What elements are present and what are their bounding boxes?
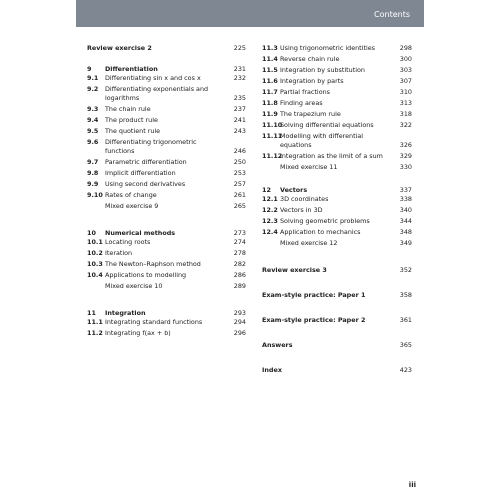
toc-entry-answers[interactable] bbox=[262, 341, 412, 350]
toc-entry-title: Exam-style practice: Paper 2 bbox=[262, 316, 366, 324]
section-number: 12.3 bbox=[262, 217, 278, 225]
mixed-exercise-page: 265 bbox=[233, 202, 246, 210]
section-page: 261 bbox=[233, 191, 246, 199]
section-page: 278 bbox=[233, 249, 246, 257]
section-page: 338 bbox=[399, 195, 412, 203]
section-title: Rates of change bbox=[105, 191, 157, 199]
section-title: The trapezium rule bbox=[280, 110, 341, 118]
toc-mixed-exercise-12[interactable] bbox=[262, 239, 412, 250]
toc-section-9-4[interactable] bbox=[87, 116, 246, 127]
chapter-number: 12 bbox=[262, 186, 271, 194]
chapter-number: 10 bbox=[87, 229, 96, 237]
page-header-title: Contents bbox=[374, 10, 410, 19]
toc-section-11-1[interactable] bbox=[87, 318, 246, 329]
section-title: Integration as the limit of a sum bbox=[280, 152, 383, 160]
section-number: 12.2 bbox=[262, 206, 278, 214]
toc-entry-title: Review exercise 2 bbox=[87, 44, 152, 52]
section-number: 12.1 bbox=[262, 195, 278, 203]
section-page: 232 bbox=[233, 74, 246, 82]
chapter-title: Numerical methods bbox=[105, 229, 176, 237]
section-page: 310 bbox=[399, 88, 412, 96]
chapter-page: 337 bbox=[399, 186, 412, 194]
section-page: 300 bbox=[399, 55, 412, 63]
section-number: 9.1 bbox=[87, 74, 99, 82]
section-page: 348 bbox=[399, 228, 412, 236]
chapter-number: 9 bbox=[87, 65, 92, 73]
toc-section-9-7[interactable] bbox=[87, 158, 246, 169]
chapter-title: Differentiation bbox=[105, 65, 158, 73]
section-title: Iteration bbox=[105, 249, 133, 257]
section-page: 307 bbox=[399, 77, 412, 85]
toc-section-11-6[interactable] bbox=[262, 77, 412, 88]
section-title: Locating roots bbox=[105, 238, 151, 246]
mixed-exercise-title: Mixed exercise 10 bbox=[105, 282, 163, 290]
section-number: 9.5 bbox=[87, 127, 99, 135]
mixed-exercise-title: Mixed exercise 12 bbox=[280, 239, 338, 247]
toc-left-column bbox=[87, 44, 246, 340]
mixed-exercise-page: 349 bbox=[399, 239, 412, 247]
toc-section-11-12[interactable] bbox=[262, 152, 412, 163]
section-title: Solving differential equations bbox=[280, 121, 374, 129]
section-title: The quotient rule bbox=[105, 127, 161, 135]
section-number: 11.3 bbox=[262, 44, 278, 52]
chapter-page: 273 bbox=[233, 229, 246, 237]
toc-section-9-8[interactable] bbox=[87, 169, 246, 180]
toc-section-10-2[interactable] bbox=[87, 249, 246, 260]
section-page: 257 bbox=[233, 180, 246, 188]
section-number: 10.2 bbox=[87, 249, 103, 257]
toc-chapter-10[interactable] bbox=[87, 229, 246, 238]
section-page: 243 bbox=[233, 127, 246, 135]
section-page: 274 bbox=[233, 238, 246, 246]
toc-section-12-2[interactable] bbox=[262, 206, 412, 217]
toc-section-12-4[interactable] bbox=[262, 228, 412, 239]
toc-section-11-8[interactable] bbox=[262, 99, 412, 110]
section-page: 340 bbox=[399, 206, 412, 214]
toc-entry-page: 352 bbox=[399, 266, 412, 274]
section-page: 250 bbox=[233, 158, 246, 166]
section-title: Using second derivatives bbox=[105, 180, 186, 188]
toc-section-11-4[interactable] bbox=[262, 55, 412, 66]
section-title: Integrating standard functions bbox=[105, 318, 203, 326]
toc-entry-exam-paper-2[interactable] bbox=[262, 316, 412, 325]
toc-section-10-4[interactable] bbox=[87, 271, 246, 282]
toc-entry-exam-paper-1[interactable] bbox=[262, 291, 412, 300]
section-title: Solving geometric problems bbox=[280, 217, 370, 225]
mixed-exercise-page: 289 bbox=[233, 282, 246, 290]
toc-section-9-6[interactable] bbox=[87, 138, 246, 158]
toc-section-9-2[interactable] bbox=[87, 85, 246, 105]
section-page: 246 bbox=[233, 147, 246, 155]
section-page: 286 bbox=[233, 271, 246, 279]
section-page: 298 bbox=[399, 44, 412, 52]
section-number: 11.5 bbox=[262, 66, 278, 74]
section-number: 9.3 bbox=[87, 105, 99, 113]
toc-entry-title: Index bbox=[262, 366, 282, 374]
toc-section-12-3[interactable] bbox=[262, 217, 412, 228]
section-number: 11.6 bbox=[262, 77, 278, 85]
section-title: Integration by substitution bbox=[280, 66, 365, 74]
section-title: Partial fractions bbox=[280, 88, 330, 96]
chapter-title: Integration bbox=[105, 309, 146, 317]
toc-entry-title: Answers bbox=[262, 341, 293, 349]
toc-entry-review-2[interactable] bbox=[87, 44, 246, 53]
section-title: Vectors in 3D bbox=[280, 206, 323, 214]
toc-section-9-10[interactable] bbox=[87, 191, 246, 202]
toc-section-12-1[interactable] bbox=[262, 195, 412, 206]
section-number: 9.7 bbox=[87, 158, 99, 166]
toc-section-11-2[interactable] bbox=[87, 329, 246, 340]
toc-entry-review-3[interactable] bbox=[262, 266, 412, 275]
section-number: 10.3 bbox=[87, 260, 103, 268]
chapter-title: Vectors bbox=[280, 186, 308, 194]
chapter-page: 231 bbox=[233, 65, 246, 73]
section-page: 313 bbox=[399, 99, 412, 107]
section-page: 235 bbox=[233, 94, 246, 102]
mixed-exercise-title: Mixed exercise 11 bbox=[280, 163, 338, 171]
toc-section-10-1[interactable] bbox=[87, 238, 246, 249]
section-number: 11.9 bbox=[262, 110, 278, 118]
section-title: The product rule bbox=[105, 116, 158, 124]
toc-mixed-exercise-10[interactable] bbox=[87, 282, 246, 293]
section-title: Differentiating exponentials and logarithms bbox=[105, 85, 209, 102]
toc-section-9-5[interactable] bbox=[87, 127, 246, 138]
section-page: 241 bbox=[233, 116, 246, 124]
section-number: 11.2 bbox=[87, 329, 103, 337]
chapter-number: 11 bbox=[87, 309, 96, 317]
toc-chapter-12[interactable] bbox=[262, 186, 412, 195]
section-page: 318 bbox=[399, 110, 412, 118]
section-title: Integrating f(ax + b) bbox=[105, 329, 171, 337]
toc-entry-page: 225 bbox=[233, 44, 246, 52]
toc-section-11-7[interactable] bbox=[262, 88, 412, 99]
toc-right-column bbox=[262, 44, 412, 375]
toc-chapter-11[interactable] bbox=[87, 309, 246, 318]
toc-section-9-1[interactable] bbox=[87, 74, 246, 85]
section-title: Differentiating trigonometric functions bbox=[105, 138, 197, 155]
section-number: 11.4 bbox=[262, 55, 278, 63]
section-title: The chain rule bbox=[105, 105, 151, 113]
page-number: iii bbox=[408, 481, 416, 489]
section-page: 296 bbox=[233, 329, 246, 337]
section-number: 9.4 bbox=[87, 116, 99, 124]
section-number: 11.10 bbox=[262, 121, 283, 129]
mixed-exercise-page: 330 bbox=[399, 163, 412, 171]
toc-entry-page: 361 bbox=[399, 316, 412, 324]
section-title: Finding areas bbox=[280, 99, 323, 107]
section-page: 329 bbox=[399, 152, 412, 160]
toc-entry-title: Review exercise 3 bbox=[262, 266, 327, 274]
section-page: 344 bbox=[399, 217, 412, 225]
toc-section-10-3[interactable] bbox=[87, 260, 246, 271]
section-page: 303 bbox=[399, 66, 412, 74]
section-number: 10.4 bbox=[87, 271, 103, 279]
section-title: The Newton–Raphson method bbox=[105, 260, 201, 268]
section-number: 11.1 bbox=[87, 318, 103, 326]
section-title: Implicit differentiation bbox=[105, 169, 176, 177]
section-title: Modelling with differential equations bbox=[280, 132, 364, 149]
section-number: 11.12 bbox=[262, 152, 283, 160]
section-title: Using trigonometric identities bbox=[280, 44, 376, 52]
header-band bbox=[76, 0, 424, 27]
toc-section-11-10[interactable] bbox=[262, 121, 412, 132]
toc-section-11-11[interactable] bbox=[262, 132, 412, 152]
toc-section-11-9[interactable] bbox=[262, 110, 412, 121]
section-title: Application to mechanics bbox=[280, 228, 361, 236]
toc-mixed-exercise-9[interactable] bbox=[87, 202, 246, 213]
section-page: 237 bbox=[233, 105, 246, 113]
toc-entry-page: 365 bbox=[399, 341, 412, 349]
section-number: 11.11 bbox=[262, 132, 283, 140]
section-page: 253 bbox=[233, 169, 246, 177]
section-number: 9.8 bbox=[87, 169, 99, 177]
toc-mixed-exercise-11[interactable] bbox=[262, 163, 412, 174]
section-title: Applications to modelling bbox=[105, 271, 187, 279]
section-title: Integration by parts bbox=[280, 77, 344, 85]
section-title: 3D coordinates bbox=[280, 195, 329, 203]
toc-section-9-3[interactable] bbox=[87, 105, 246, 116]
section-number: 9.2 bbox=[87, 85, 99, 93]
section-number: 9.10 bbox=[87, 191, 103, 199]
section-number: 11.8 bbox=[262, 99, 278, 107]
toc-section-11-3[interactable] bbox=[262, 44, 412, 55]
toc-section-11-5[interactable] bbox=[262, 66, 412, 77]
toc-entry-page: 423 bbox=[399, 366, 412, 374]
toc-chapter-9[interactable] bbox=[87, 65, 246, 74]
section-page: 282 bbox=[233, 260, 246, 268]
section-number: 10.1 bbox=[87, 238, 103, 246]
section-title: Parametric differentiation bbox=[105, 158, 187, 166]
section-page: 322 bbox=[399, 121, 412, 129]
header-bar bbox=[0, 0, 500, 28]
toc-entry-page: 358 bbox=[399, 291, 412, 299]
section-page: 326 bbox=[399, 141, 412, 149]
section-number: 9.6 bbox=[87, 138, 99, 146]
chapter-page: 293 bbox=[233, 309, 246, 317]
section-number: 12.4 bbox=[262, 228, 278, 236]
toc-section-9-9[interactable] bbox=[87, 180, 246, 191]
section-title: Reverse chain rule bbox=[280, 55, 340, 63]
section-number: 11.7 bbox=[262, 88, 278, 96]
toc-entry-title: Exam-style practice: Paper 1 bbox=[262, 291, 366, 299]
section-title: Differentiating sin x and cos x bbox=[105, 74, 201, 82]
section-number: 9.9 bbox=[87, 180, 99, 188]
mixed-exercise-title: Mixed exercise 9 bbox=[105, 202, 159, 210]
section-page: 294 bbox=[233, 318, 246, 326]
toc-entry-index[interactable] bbox=[262, 366, 412, 375]
